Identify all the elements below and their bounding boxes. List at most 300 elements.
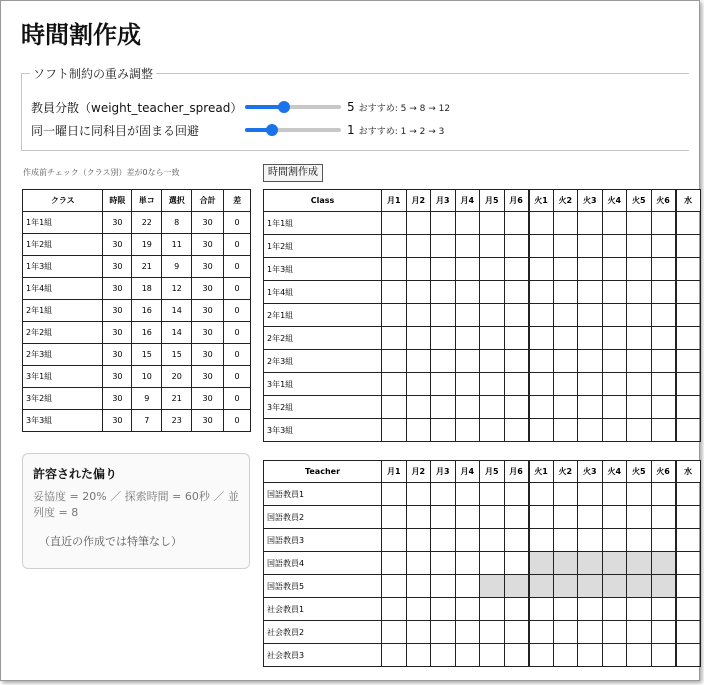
timetable-slot[interactable]	[578, 598, 603, 621]
timetable-slot[interactable]	[602, 483, 627, 506]
timetable-slot[interactable]	[553, 644, 578, 667]
summary-value-cell: 30	[103, 322, 132, 344]
timetable-slot[interactable]	[406, 281, 431, 304]
timetable-slot[interactable]	[382, 327, 407, 350]
timetable-slot[interactable]	[431, 621, 456, 644]
timetable-slot[interactable]	[553, 506, 578, 529]
summary-value-cell: 8	[162, 212, 192, 234]
timetable-slot[interactable]	[602, 304, 627, 327]
timetable-slot[interactable]	[553, 281, 578, 304]
timetable-slot[interactable]	[578, 212, 603, 235]
grid-row-label: 3年3組	[264, 419, 382, 442]
timetable-slot[interactable]	[431, 396, 456, 419]
timetable-slot[interactable]	[455, 258, 480, 281]
timetable-slot[interactable]	[529, 419, 554, 442]
timetable-slot[interactable]	[431, 304, 456, 327]
timetable-slot[interactable]	[529, 258, 554, 281]
timetable-slot[interactable]	[455, 644, 480, 667]
timetable-slot[interactable]	[553, 529, 578, 552]
timetable-slot[interactable]	[676, 506, 701, 529]
timetable-slot[interactable]	[676, 575, 701, 598]
timetable-slot[interactable]	[553, 621, 578, 644]
timetable-slot[interactable]	[455, 506, 480, 529]
timetable-slot[interactable]	[382, 258, 407, 281]
summary-value-cell: 0	[224, 388, 251, 410]
timetable-slot[interactable]	[406, 327, 431, 350]
timetable-slot[interactable]	[504, 396, 529, 419]
timetable-slot[interactable]	[627, 258, 652, 281]
timetable-slot[interactable]	[382, 396, 407, 419]
timetable-slot[interactable]	[431, 258, 456, 281]
summary-value-cell: 20	[162, 366, 192, 388]
timetable-slot[interactable]	[676, 212, 701, 235]
grid-row-label: 3年2組	[264, 396, 382, 419]
timetable-slot[interactable]	[676, 373, 701, 396]
period-header: 月6	[504, 461, 529, 483]
period-header: 火1	[529, 190, 554, 212]
timetable-slot[interactable]	[553, 396, 578, 419]
timetable-slot[interactable]	[553, 373, 578, 396]
timetable-slot[interactable]	[651, 483, 676, 506]
timetable-slot[interactable]	[455, 212, 480, 235]
timetable-slot[interactable]	[431, 212, 456, 235]
timetable-slot[interactable]	[676, 419, 701, 442]
timetable-slot[interactable]	[480, 529, 505, 552]
timetable-slot[interactable]	[602, 373, 627, 396]
generate-timetable-button[interactable]: 時間割作成	[263, 164, 323, 182]
timetable-slot[interactable]	[455, 598, 480, 621]
timetable-slot[interactable]	[529, 483, 554, 506]
timetable-slot[interactable]	[651, 419, 676, 442]
timetable-slot[interactable]	[676, 644, 701, 667]
timetable-slot[interactable]	[480, 212, 505, 235]
weight-value: 5	[347, 100, 355, 114]
timetable-slot[interactable]	[553, 327, 578, 350]
timetable-slot[interactable]	[529, 621, 554, 644]
timetable-slot[interactable]	[382, 598, 407, 621]
timetable-slot[interactable]	[676, 621, 701, 644]
weight-label: 教員分散（weight_teacher_spread）	[31, 100, 243, 115]
timetable-slot[interactable]	[504, 506, 529, 529]
timetable-slot[interactable]	[455, 552, 480, 575]
timetable-slot[interactable]	[627, 327, 652, 350]
class-name-cell: 3年2組	[23, 388, 103, 410]
timetable-slot[interactable]	[529, 304, 554, 327]
timetable-slot[interactable]	[627, 575, 652, 598]
class-timetable-viewport[interactable]	[263, 189, 690, 441]
timetable-slot[interactable]	[676, 529, 701, 552]
timetable-slot[interactable]	[676, 327, 701, 350]
summary-value-cell: 30	[103, 344, 132, 366]
slider-thumb[interactable]	[266, 124, 278, 136]
timetable-slot[interactable]	[676, 258, 701, 281]
timetable-slot[interactable]	[676, 281, 701, 304]
timetable-slot[interactable]	[431, 350, 456, 373]
timetable-slot[interactable]	[431, 419, 456, 442]
timetable-slot[interactable]	[529, 373, 554, 396]
timetable-slot[interactable]	[602, 235, 627, 258]
timetable-slot[interactable]	[602, 529, 627, 552]
period-header: 月4	[455, 461, 480, 483]
timetable-slot[interactable]	[504, 281, 529, 304]
summary-value-cell: 30	[103, 278, 132, 300]
summary-value-cell: 30	[192, 212, 224, 234]
timetable-slot[interactable]	[406, 621, 431, 644]
timetable-slot[interactable]	[602, 258, 627, 281]
timetable-slot[interactable]	[529, 552, 554, 575]
period-header: 月1	[382, 461, 407, 483]
timetable-slot[interactable]	[627, 552, 652, 575]
timetable-slot[interactable]	[553, 598, 578, 621]
timetable-slot[interactable]	[504, 483, 529, 506]
timetable-slot[interactable]	[504, 350, 529, 373]
timetable-slot[interactable]	[553, 552, 578, 575]
timetable-slot[interactable]	[553, 483, 578, 506]
timetable-slot[interactable]	[553, 304, 578, 327]
timetable-slot[interactable]	[627, 419, 652, 442]
timetable-slot[interactable]	[455, 327, 480, 350]
timetable-slot[interactable]	[455, 621, 480, 644]
timetable-slot[interactable]	[676, 396, 701, 419]
timetable-slot[interactable]	[382, 373, 407, 396]
grid-row-label: 社会教員3	[264, 644, 382, 667]
timetable-slot[interactable]	[651, 373, 676, 396]
grid-row	[264, 644, 701, 667]
timetable-slot[interactable]	[504, 258, 529, 281]
timetable-slot[interactable]	[602, 281, 627, 304]
timetable-slot[interactable]	[431, 483, 456, 506]
timetable-slot[interactable]	[602, 506, 627, 529]
timetable-slot[interactable]	[504, 529, 529, 552]
timetable-slot[interactable]	[382, 304, 407, 327]
summary-value-cell: 30	[192, 410, 224, 432]
summary-value-cell: 10	[132, 366, 162, 388]
timetable-slot[interactable]	[553, 212, 578, 235]
timetable-slot[interactable]	[406, 373, 431, 396]
timetable-slot[interactable]	[651, 575, 676, 598]
class-name-cell: 1年3組	[23, 256, 103, 278]
timetable-slot[interactable]	[578, 552, 603, 575]
timetable-slot[interactable]	[480, 373, 505, 396]
timetable-slot[interactable]	[676, 598, 701, 621]
timetable-slot[interactable]	[431, 598, 456, 621]
timetable-slot[interactable]	[602, 621, 627, 644]
timetable-slot[interactable]	[455, 396, 480, 419]
summary-value-cell: 30	[103, 256, 132, 278]
timetable-slot[interactable]	[431, 281, 456, 304]
timetable-slot[interactable]	[651, 350, 676, 373]
timetable-slot[interactable]	[455, 575, 480, 598]
timetable-slot[interactable]	[431, 575, 456, 598]
timetable-slot[interactable]	[406, 598, 431, 621]
timetable-slot[interactable]	[480, 304, 505, 327]
grid-row	[264, 506, 701, 529]
slider-thumb[interactable]	[278, 101, 290, 113]
timetable-slot[interactable]	[504, 621, 529, 644]
timetable-slot[interactable]	[406, 258, 431, 281]
timetable-slot[interactable]	[382, 575, 407, 598]
timetable-slot[interactable]	[431, 529, 456, 552]
summary-row	[23, 300, 251, 322]
timetable-slot[interactable]	[602, 552, 627, 575]
timetable-slot[interactable]	[480, 598, 505, 621]
timetable-slot[interactable]	[651, 281, 676, 304]
timetable-slot[interactable]	[676, 350, 701, 373]
grid-corner-header: Class	[264, 190, 382, 212]
timetable-slot[interactable]	[651, 598, 676, 621]
timetable-slot[interactable]	[529, 235, 554, 258]
timetable-slot[interactable]	[480, 350, 505, 373]
timetable-slot[interactable]	[578, 621, 603, 644]
timetable-slot[interactable]	[529, 212, 554, 235]
timetable-slot[interactable]	[480, 235, 505, 258]
timetable-slot[interactable]	[651, 235, 676, 258]
timetable-slot[interactable]	[406, 644, 431, 667]
timetable-slot[interactable]	[480, 419, 505, 442]
timetable-slot[interactable]	[382, 621, 407, 644]
timetable-slot[interactable]	[382, 506, 407, 529]
timetable-slot[interactable]	[651, 396, 676, 419]
grid-row-label: 社会教員2	[264, 621, 382, 644]
timetable-slot[interactable]	[651, 644, 676, 667]
timetable-slot[interactable]	[602, 327, 627, 350]
summary-value-cell: 0	[224, 410, 251, 432]
timetable-slot[interactable]	[480, 575, 505, 598]
summary-value-cell: 0	[224, 344, 251, 366]
timetable-slot[interactable]	[676, 235, 701, 258]
timetable-slot[interactable]	[529, 575, 554, 598]
summary-value-cell: 15	[132, 344, 162, 366]
timetable-slot[interactable]	[480, 327, 505, 350]
timetable-slot[interactable]	[480, 483, 505, 506]
timetable-slot[interactable]	[578, 483, 603, 506]
timetable-slot[interactable]	[651, 506, 676, 529]
timetable-slot[interactable]	[627, 483, 652, 506]
timetable-slot[interactable]	[455, 304, 480, 327]
timetable-slot[interactable]	[406, 506, 431, 529]
timetable-slot[interactable]	[602, 598, 627, 621]
timetable-slot[interactable]	[382, 212, 407, 235]
timetable-slot[interactable]	[504, 644, 529, 667]
timetable-slot[interactable]	[504, 304, 529, 327]
summary-value-cell: 30	[192, 234, 224, 256]
timetable-slot[interactable]	[602, 419, 627, 442]
timetable-slot[interactable]	[504, 373, 529, 396]
timetable-slot[interactable]	[578, 644, 603, 667]
timetable-slot[interactable]	[455, 350, 480, 373]
timetable-slot[interactable]	[406, 235, 431, 258]
timetable-slot[interactable]	[578, 350, 603, 373]
summary-row	[23, 366, 251, 388]
timetable-slot[interactable]	[651, 212, 676, 235]
timetable-slot[interactable]	[578, 235, 603, 258]
timetable-slot[interactable]	[382, 483, 407, 506]
class-name-cell: 2年1組	[23, 300, 103, 322]
timetable-slot[interactable]	[382, 281, 407, 304]
timetable-slot[interactable]	[651, 327, 676, 350]
summary-value-cell: 0	[224, 212, 251, 234]
period-header: 月3	[431, 190, 456, 212]
timetable-slot[interactable]	[627, 621, 652, 644]
timetable-slot[interactable]	[651, 258, 676, 281]
timetable-slot[interactable]	[627, 281, 652, 304]
timetable-slot[interactable]	[406, 396, 431, 419]
timetable-slot[interactable]	[602, 212, 627, 235]
timetable-slot[interactable]	[455, 529, 480, 552]
timetable-slot[interactable]	[529, 506, 554, 529]
timetable-slot[interactable]	[602, 350, 627, 373]
summary-value-cell: 30	[103, 212, 132, 234]
timetable-slot[interactable]	[529, 644, 554, 667]
timetable-slot[interactable]	[382, 552, 407, 575]
timetable-slot[interactable]	[578, 281, 603, 304]
timetable-slot[interactable]	[602, 644, 627, 667]
summary-value-cell: 30	[192, 388, 224, 410]
timetable-slot[interactable]	[480, 644, 505, 667]
allowed-bias-card	[22, 453, 250, 569]
timetable-slot[interactable]	[627, 598, 652, 621]
summary-value-cell: 30	[192, 256, 224, 278]
timetable-slot[interactable]	[627, 212, 652, 235]
timetable-slot[interactable]	[406, 212, 431, 235]
same-subject-slider[interactable]	[245, 123, 341, 137]
timetable-slot[interactable]	[553, 350, 578, 373]
timetable-slot[interactable]	[578, 575, 603, 598]
timetable-slot[interactable]	[553, 575, 578, 598]
teacher-spread-slider[interactable]	[245, 100, 341, 114]
timetable-slot[interactable]	[382, 350, 407, 373]
timetable-slot[interactable]	[406, 304, 431, 327]
timetable-slot[interactable]	[431, 373, 456, 396]
timetable-slot[interactable]	[627, 506, 652, 529]
summary-value-cell: 21	[132, 256, 162, 278]
timetable-slot[interactable]	[627, 644, 652, 667]
timetable-slot[interactable]	[406, 529, 431, 552]
timetable-slot[interactable]	[553, 419, 578, 442]
timetable-slot[interactable]	[578, 529, 603, 552]
timetable-slot[interactable]	[504, 419, 529, 442]
timetable-slot[interactable]	[627, 304, 652, 327]
timetable-slot[interactable]	[504, 575, 529, 598]
summary-value-cell: 30	[103, 366, 132, 388]
timetable-slot[interactable]	[455, 281, 480, 304]
timetable-slot[interactable]	[578, 373, 603, 396]
timetable-slot[interactable]	[627, 529, 652, 552]
timetable-slot[interactable]	[529, 350, 554, 373]
timetable-slot[interactable]	[382, 529, 407, 552]
timetable-slot[interactable]	[431, 644, 456, 667]
timetable-slot[interactable]	[504, 598, 529, 621]
timetable-slot[interactable]	[553, 258, 578, 281]
period-header: 月1	[382, 190, 407, 212]
timetable-slot[interactable]	[431, 552, 456, 575]
timetable-slot[interactable]	[455, 373, 480, 396]
timetable-slot[interactable]	[578, 506, 603, 529]
timetable-slot[interactable]	[578, 396, 603, 419]
summary-value-cell: 30	[192, 278, 224, 300]
timetable-slot[interactable]	[480, 552, 505, 575]
timetable-slot[interactable]	[529, 281, 554, 304]
period-header: 水	[676, 461, 701, 483]
summary-value-cell: 30	[192, 366, 224, 388]
timetable-slot[interactable]	[406, 552, 431, 575]
summary-value-cell: 30	[103, 300, 132, 322]
timetable-slot[interactable]	[627, 373, 652, 396]
timetable-slot[interactable]	[602, 575, 627, 598]
timetable-slot[interactable]	[480, 621, 505, 644]
timetable-slot[interactable]	[578, 327, 603, 350]
timetable-slot[interactable]	[676, 552, 701, 575]
timetable-slot[interactable]	[504, 212, 529, 235]
timetable-slot[interactable]	[455, 419, 480, 442]
class-name-cell: 1年2組	[23, 234, 103, 256]
timetable-slot[interactable]	[627, 396, 652, 419]
grid-row	[264, 598, 701, 621]
timetable-slot[interactable]	[382, 419, 407, 442]
timetable-slot[interactable]	[455, 483, 480, 506]
grid-row	[264, 621, 701, 644]
timetable-slot[interactable]	[627, 350, 652, 373]
grid-row	[264, 529, 701, 552]
timetable-slot[interactable]	[651, 529, 676, 552]
timetable-slot[interactable]	[553, 235, 578, 258]
period-header: 火3	[578, 190, 603, 212]
timetable-slot[interactable]	[529, 396, 554, 419]
timetable-slot[interactable]	[406, 575, 431, 598]
grid-row	[264, 419, 701, 442]
timetable-slot[interactable]	[627, 235, 652, 258]
timetable-slot[interactable]	[480, 396, 505, 419]
timetable-slot[interactable]	[480, 258, 505, 281]
timetable-slot[interactable]	[480, 506, 505, 529]
summary-col-header: 時限	[103, 190, 132, 212]
timetable-slot[interactable]	[431, 327, 456, 350]
timetable-slot[interactable]	[651, 304, 676, 327]
class-name-cell: 3年3組	[23, 410, 103, 432]
timetable-slot[interactable]	[504, 552, 529, 575]
timetable-slot[interactable]	[578, 258, 603, 281]
timetable-slot[interactable]	[676, 304, 701, 327]
timetable-slot[interactable]	[602, 396, 627, 419]
summary-row	[23, 344, 251, 366]
timetable-slot[interactable]	[455, 235, 480, 258]
timetable-slot[interactable]	[382, 644, 407, 667]
timetable-slot[interactable]	[529, 529, 554, 552]
timetable-slot[interactable]	[406, 483, 431, 506]
grid-row	[264, 373, 701, 396]
period-header: 火5	[627, 190, 652, 212]
timetable-slot[interactable]	[578, 304, 603, 327]
grid-row	[264, 212, 701, 235]
grid-corner-header: Teacher	[264, 461, 382, 483]
timetable-slot[interactable]	[529, 598, 554, 621]
timetable-slot[interactable]	[676, 483, 701, 506]
timetable-slot[interactable]	[651, 621, 676, 644]
teacher-timetable-viewport[interactable]	[263, 460, 690, 668]
timetable-slot[interactable]	[431, 235, 456, 258]
timetable-slot[interactable]	[406, 419, 431, 442]
timetable-slot[interactable]	[651, 552, 676, 575]
timetable-slot[interactable]	[504, 327, 529, 350]
timetable-slot[interactable]	[406, 350, 431, 373]
timetable-slot[interactable]	[382, 235, 407, 258]
timetable-slot[interactable]	[480, 281, 505, 304]
timetable-slot[interactable]	[578, 419, 603, 442]
grid-row-label: 1年1組	[264, 212, 382, 235]
timetable-slot[interactable]	[431, 506, 456, 529]
timetable-slot[interactable]	[504, 235, 529, 258]
timetable-slot[interactable]	[529, 327, 554, 350]
